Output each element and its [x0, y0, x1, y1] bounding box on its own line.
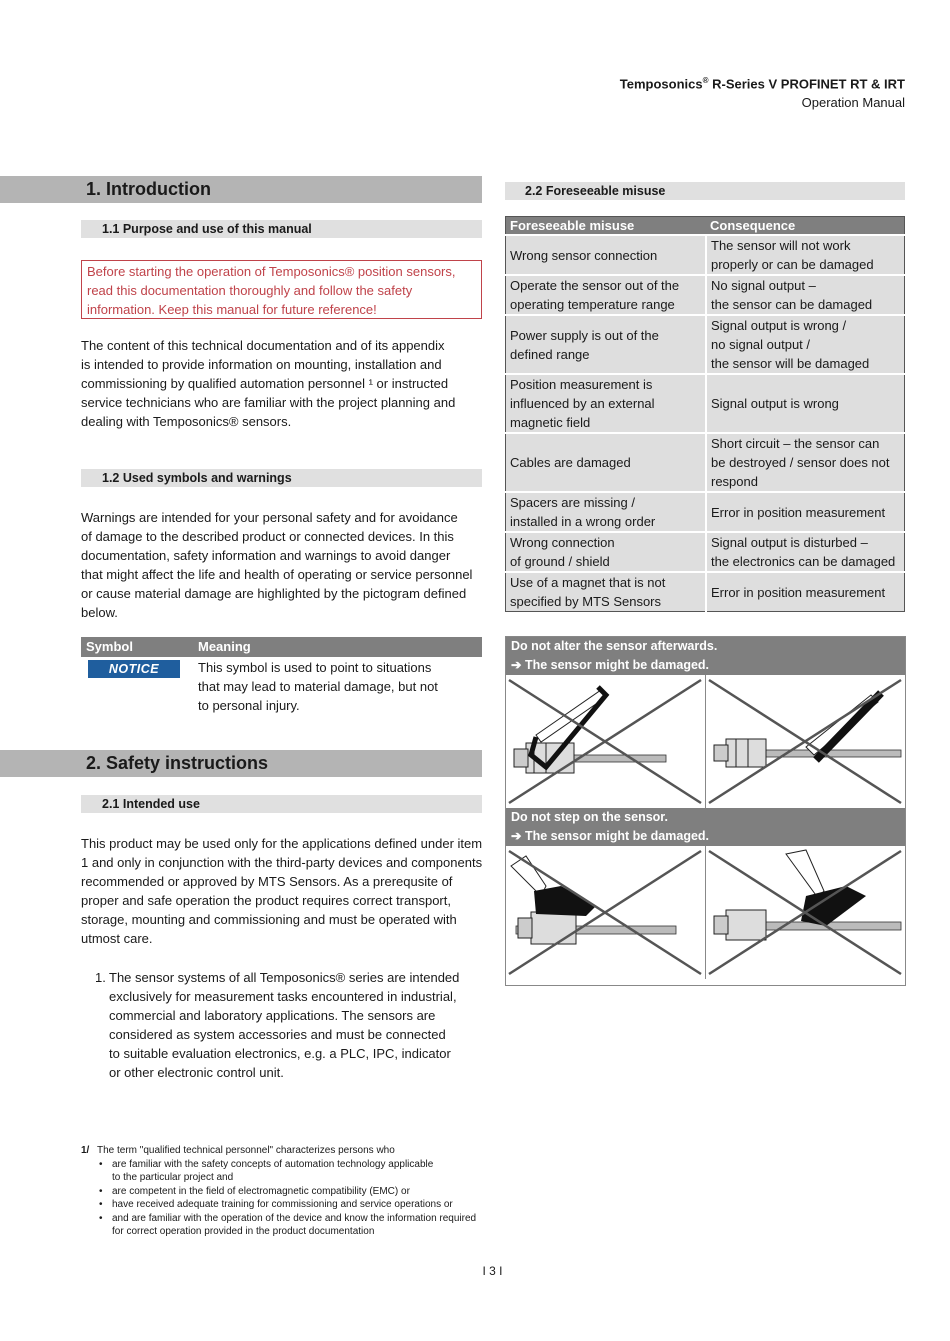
meaning-column-header: Meaning — [193, 637, 482, 657]
step-warning-header: Do not step on the sensor. ➔ The sensor might be damaged. — [506, 808, 905, 846]
section-2-heading: 2. Safety instructions — [0, 750, 482, 777]
table-row: Wrong sensor connection The sensor will not work properly or can be damaged — [506, 235, 905, 275]
misuse-column-header: Foreseeable misuse — [506, 217, 707, 236]
table-row: Use of a magnet that is not specified by MTS Sensors Error in position measurement — [506, 572, 905, 612]
section-1-heading: 1. Introduction — [0, 176, 482, 203]
table-row: Power supply is out of the defined range Signal output is wrong / no signal output / the sensor will be damaged — [506, 315, 905, 374]
safety-notice-box — [81, 260, 482, 319]
saw-cut-illustration-right — [705, 675, 905, 808]
section-2-1-heading: 2.1 Intended use — [81, 795, 482, 813]
consequence-column-header: Consequence — [706, 217, 905, 236]
saw-cut-illustration-left — [506, 675, 705, 808]
misuse-table — [505, 216, 905, 612]
symbol-column-header: Symbol — [81, 637, 193, 657]
warnings-paragraph: Warnings are intended for your personal safety and for avoidance of damage to the described product or connected devices. In this documentation, safety information and warnings to avoid danger that might affect the life and health of operating or service personnel or cause material damage are highlighted by the pictogram defined below. — [81, 510, 473, 620]
table-row: Position measurement is influenced by an external magnetic field Signal output is wrong — [506, 374, 905, 433]
section-2-2-heading: 2.2 Foreseeable misuse — [505, 182, 905, 200]
intended-use-paragraph: This product may be used only for the applications defined under item 1 and only in conjunction with the third-party devices and components recommended or approved by MTS Sensors. As a prerequsite of proper and safe operation the product requires correct transport, storage, mounting and commissioning and must be operated with utmost care. — [81, 836, 483, 946]
notice-line: read this documentation thoroughly and follow the safety — [87, 283, 413, 298]
alter-warning-header: Do not alter the sensor afterwards. ➔ The sensor might be damaged. — [506, 637, 905, 675]
notice-line: Before starting the operation of Temposonics® position sensors, — [87, 264, 456, 279]
section-1-2-heading: 1.2 Used symbols and warnings — [81, 469, 482, 487]
warning-illustration-box — [505, 636, 906, 986]
numbered-list-item: 1. The sensor systems of all Temposonics® series are intended exclusively for measurement tasks encountered in industrial, commercial and laboratory applications. The sensors are considered as system accessories and must be connected to suitable evaluation electronics, e.g. a PLC, IPC, indicator or other electronic control unit. — [95, 970, 460, 1080]
table-row: Cables are damaged Short circuit – the sensor can be destroyed / sensor does not respond — [506, 433, 905, 492]
section-1-1-heading: 1.1 Purpose and use of this manual — [81, 220, 482, 238]
table-row: Operate the sensor out of the operating temperature range No signal output – the sensor can be damaged — [506, 275, 905, 315]
document-title: Temposonics® R-Series V PROFINET RT & IRT — [619, 76, 905, 92]
notice-pictogram: NOTICE — [88, 660, 180, 678]
document-subtitle: Operation Manual — [801, 95, 905, 110]
step-on-illustration-left — [506, 846, 705, 979]
table-row: Wrong connection of ground / shield Signal output is disturbed – the electronics can be damaged — [506, 532, 905, 572]
page-number: I 3 I — [482, 1264, 503, 1278]
symbol-table: Symbol Meaning NOTICE This symbol is used to point to situations that may lead to material damage, but not to personal injury. — [81, 637, 482, 715]
step-on-illustration-right — [705, 846, 905, 979]
table-row: Spacers are missing / installed in a wrong order Error in position measurement — [506, 492, 905, 532]
intro-paragraph: The content of this technical documentation and of its appendix is intended to provide information on mounting, installation and commissioning by qualified automation personnel ¹ or instructed service technicians who are familiar with the project planning and dealing with Temposonics® sensors. — [81, 338, 456, 429]
footnote: 1/ The term "qualified technical personnel" characterizes persons who • are familiar with the safety concepts of automation technology applicable to the particular project and • are competent in the field of electromagnetic compatibility (EMC) or • have received adequate training for commissioning and service operations or • and are familiar with the operation of the device and know the information required for correct operation provided in the product documentation — [81, 1144, 491, 1239]
notice-line: information. Keep this manual for future reference! — [87, 302, 377, 317]
